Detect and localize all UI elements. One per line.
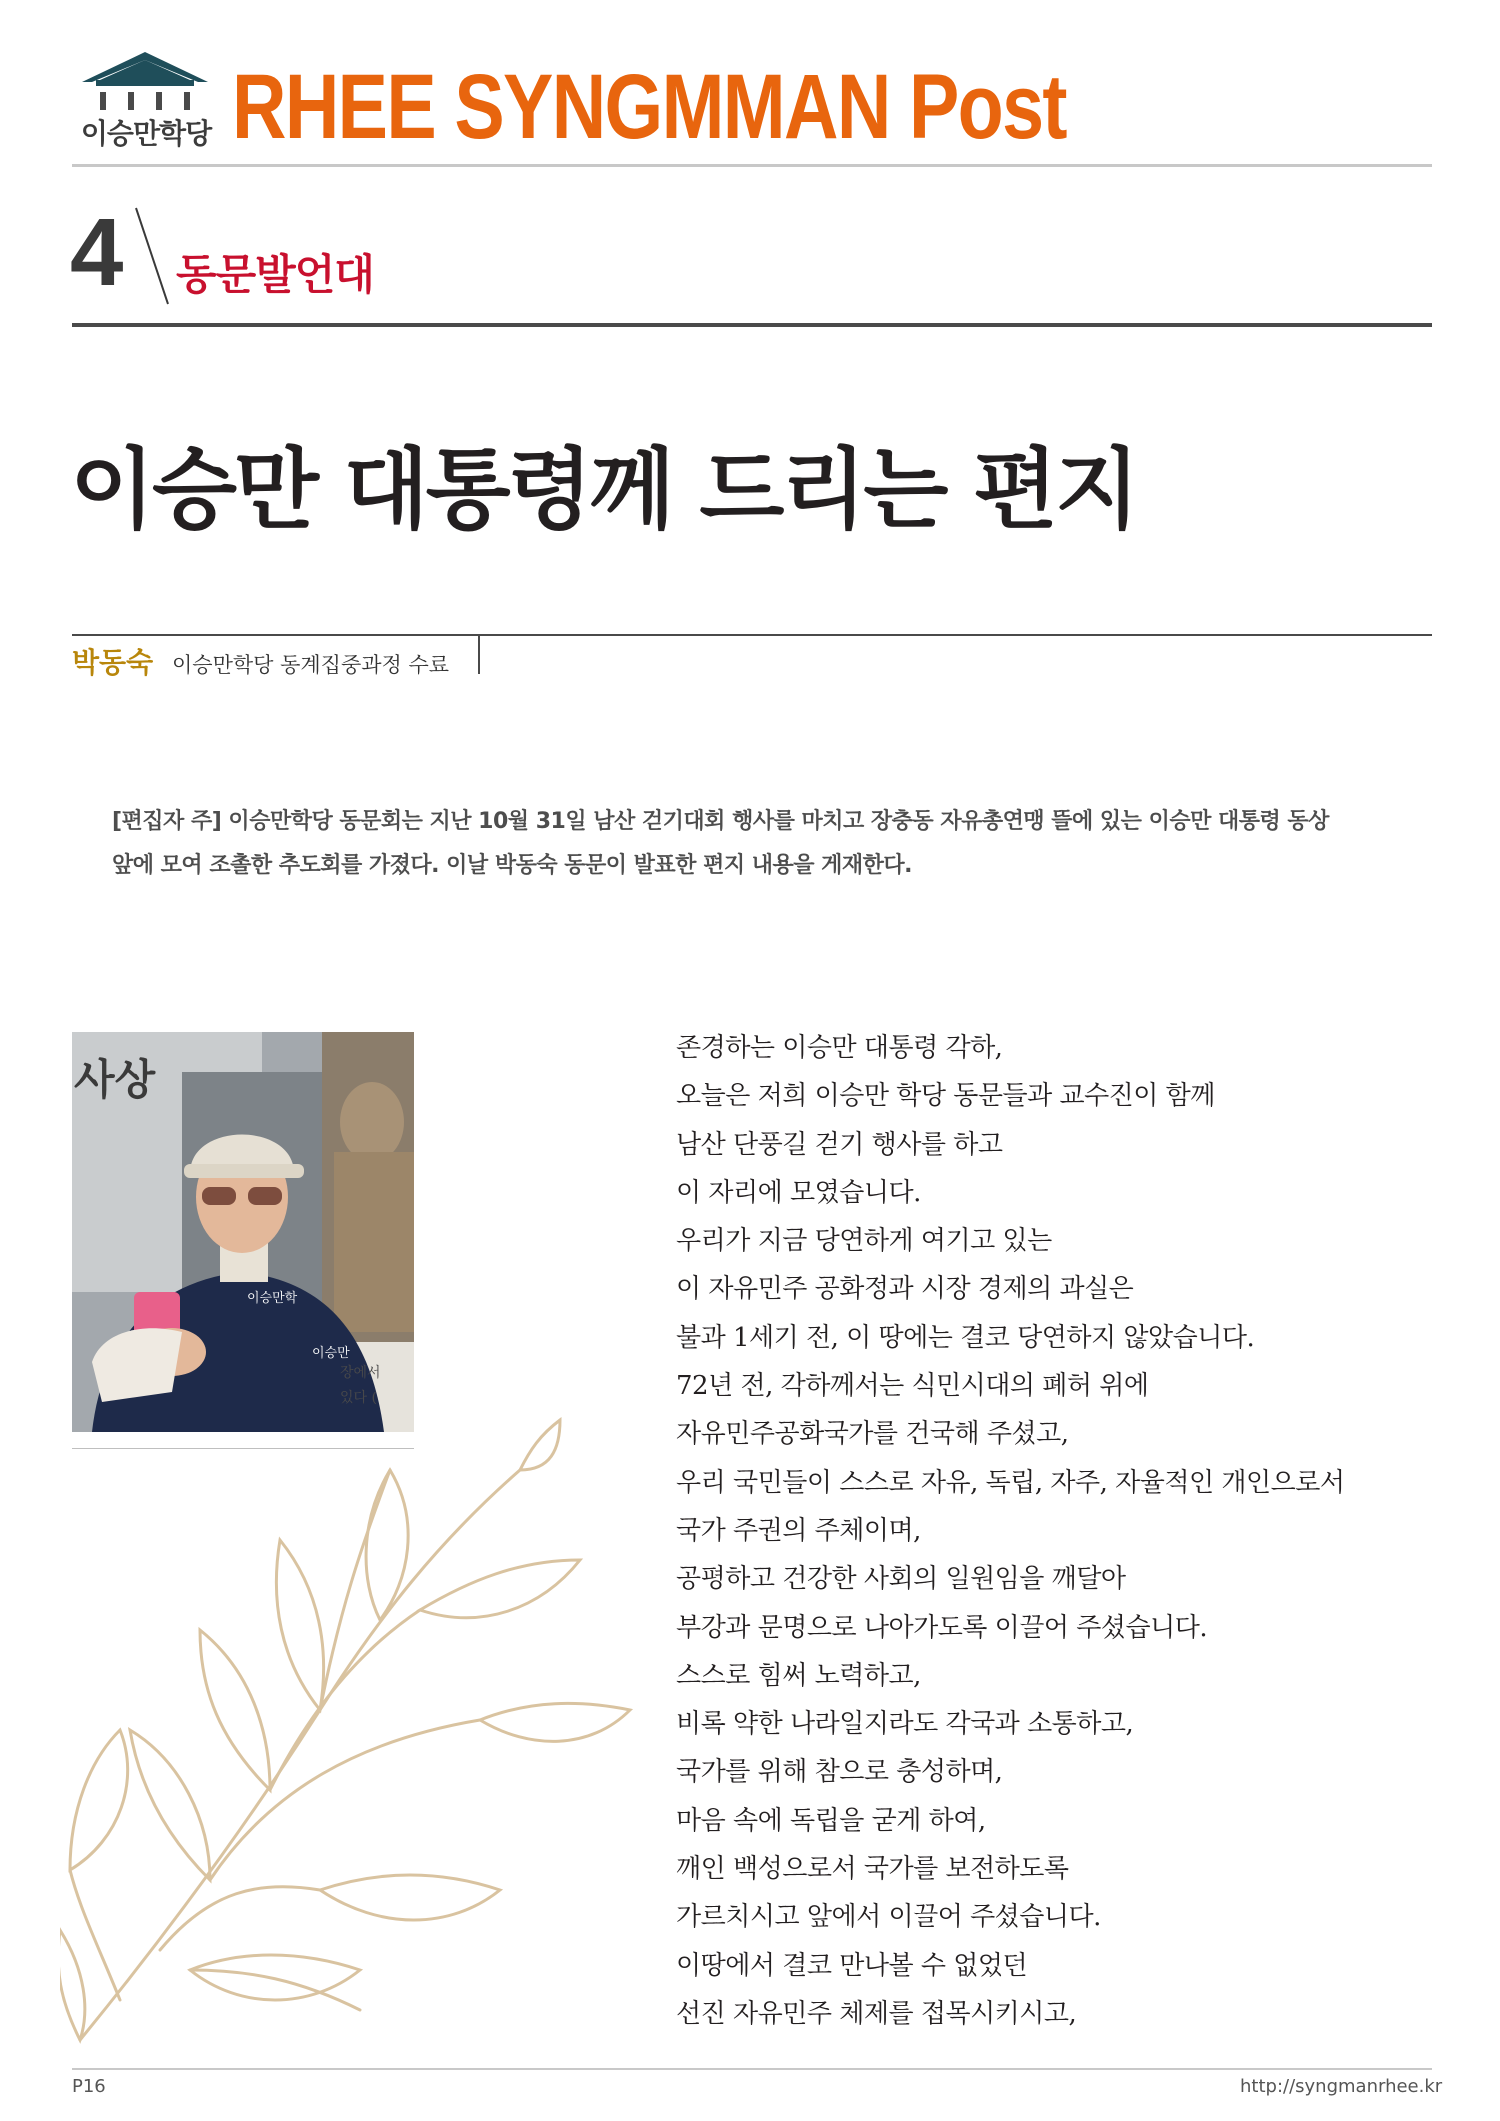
byline-rule — [72, 634, 1432, 636]
letter-line: 깨인 백성으로서 국가를 보전하도록 — [676, 1854, 1069, 1885]
byline-description: 이승만학당 동계집중과정 수료 — [172, 653, 450, 677]
letter-line: 자유민주공화국가를 건국해 주셨고, — [676, 1419, 1069, 1450]
letter-line: 마음 속에 독립을 굳게 하여, — [676, 1805, 986, 1836]
letter-line: 오늘은 저희 이승만 학당 동문들과 교수진이 함께 — [676, 1081, 1215, 1112]
section-divider-slash — [132, 206, 172, 306]
photo-sign-text: 사상 — [74, 1055, 156, 1104]
section-name: 동문발언대 — [176, 250, 374, 299]
letter-line: 존경하는 이승만 대통령 각하, — [676, 1033, 1003, 1063]
masthead-rule — [72, 164, 1432, 167]
page-number: P16 — [72, 2076, 106, 2097]
byline-divider — [478, 636, 480, 674]
photo-rule — [72, 1448, 414, 1449]
footer-url[interactable]: http://syngmanrhee.kr — [1240, 2076, 1443, 2097]
photo-plaque-text: 있다 ( — [340, 1390, 377, 1406]
photo-shirt-text: 이승만학 — [247, 1291, 298, 1306]
article-headline: 이승만 대통령께 드리는 편지 — [70, 438, 1138, 541]
letter-line: 72년 전, 각하께서는 식민시대의 폐허 위에 — [676, 1371, 1149, 1402]
letter-line: 부강과 문명으로 나아가도록 이끌어 주셨습니다. — [676, 1612, 1208, 1643]
letter-line: 국가를 위해 참으로 충성하며, — [676, 1757, 1003, 1788]
letter-line: 남산 단풍길 걷기 행사를 하고 — [676, 1129, 1003, 1160]
leaf-branch-illustration — [60, 1410, 640, 2050]
photo-plaque-text: 장에서 — [340, 1365, 381, 1381]
masthead-title: RHEE SYNGMMAN Post — [232, 56, 1066, 158]
letter-body — [676, 1024, 1436, 2038]
letter-line: 선진 자유민주 체제를 접목시키시고, — [676, 1998, 1077, 2029]
letter-line: 이 자유민주 공화정과 시장 경제의 과실은 — [676, 1274, 1134, 1305]
author-photo-illustration — [72, 1032, 414, 1432]
letter-line: 스스로 힘써 노력하고, — [676, 1660, 921, 1691]
editor-note — [112, 800, 1412, 888]
byline-author: 박동숙 — [72, 646, 154, 679]
letter-line: 우리 국민들이 스스로 자유, 독립, 자주, 자율적인 개인으로서 — [676, 1467, 1345, 1498]
letter-line: 불과 1세기 전, 이 땅에는 결코 당연하지 않았습니다. — [676, 1322, 1255, 1353]
footer-rule — [72, 2068, 1432, 2070]
letter-line: 가르치시고 앞에서 이끌어 주셨습니다. — [676, 1902, 1101, 1933]
letter-line: 이땅에서 결코 만나볼 수 없었던 — [676, 1950, 1028, 1981]
letter-line: 이 자리에 모였습니다. — [676, 1177, 921, 1208]
editor-note-line: 앞에 모여 조촐한 추도회를 가졌다. 이날 박동숙 동문이 발표한 편지 내용을 게재한다. — [112, 853, 913, 878]
author-photo — [72, 1032, 414, 1432]
letter-line: 우리가 지금 당연하게 여기고 있는 — [676, 1226, 1052, 1257]
logo-text: 이승만학당 — [80, 117, 212, 150]
section-number: 4 — [70, 199, 124, 306]
letter-line: 국가 주권의 주체이며, — [676, 1515, 921, 1546]
editor-note-line: [편집자 주] 이승만학당 동문회는 지난 10월 31일 남산 걷기대회 행사를 마치고 장충동 자유총연맹 뜰에 있는 이승만 대통령 동상 — [112, 809, 1329, 834]
section-rule — [72, 323, 1432, 327]
letter-line: 공평하고 건강한 사회의 일원임을 깨달아 — [676, 1564, 1126, 1595]
photo-sleeve-text: 이승만 — [312, 1346, 350, 1361]
letter-line: 비록 약한 나라일지라도 각국과 소통하고, — [676, 1709, 1134, 1740]
